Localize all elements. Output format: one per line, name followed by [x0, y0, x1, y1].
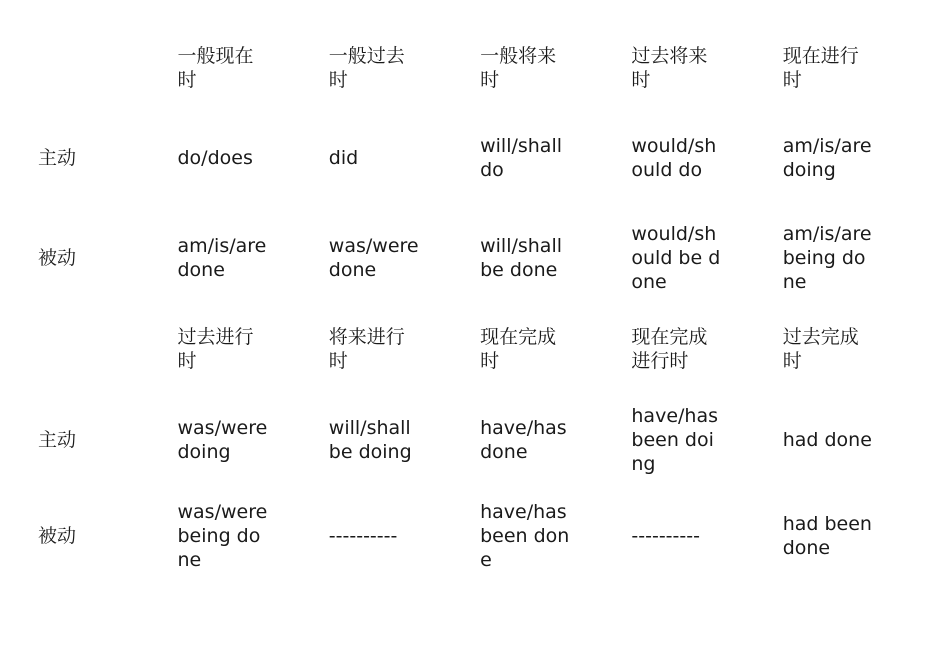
cell-text: ---------- [631, 524, 700, 547]
table-cell [323, 208, 474, 308]
table-cell [172, 389, 323, 490]
table-cell [172, 108, 323, 208]
row-label-passive: 被动 [38, 524, 77, 547]
cell-text: had done [782, 428, 872, 451]
header-text: 现在完成进行时 [631, 325, 708, 372]
table-cell [625, 108, 776, 208]
table-cell [474, 208, 625, 308]
header-cell [777, 308, 928, 389]
cell-text: was/were done [328, 235, 419, 281]
header-text: 将来进行时 [328, 325, 405, 372]
cell-text: have/has been done [480, 500, 570, 571]
header-cell [323, 308, 474, 389]
header-cell [474, 308, 625, 389]
header-row-1 [30, 28, 928, 108]
cell-text: am/is/are doing [782, 135, 872, 181]
active-row-2 [30, 389, 928, 490]
cell-text: do/does [177, 147, 253, 169]
header-cell [625, 308, 776, 389]
cell-text: will/shall be doing [328, 416, 412, 463]
row-label-active: 主动 [38, 147, 77, 169]
header-cell [777, 28, 928, 108]
header-text: 一般过去时 [328, 45, 405, 91]
cell-text: will/shall be done [480, 235, 563, 281]
table-cell [474, 389, 625, 490]
passive-row-1 [30, 208, 928, 308]
table-cell [777, 389, 928, 490]
cell-text: was/were doing [177, 416, 268, 463]
table-cell [323, 389, 474, 490]
header-text: 现在完成时 [480, 325, 557, 372]
header-text: 过去将来时 [631, 45, 708, 91]
corner-cell [30, 28, 172, 108]
header-text: 一般将来时 [480, 45, 557, 91]
header-cell [625, 28, 776, 108]
cell-text: was/were being done [177, 500, 268, 571]
header-cell [474, 28, 625, 108]
table-cell [323, 108, 474, 208]
header-row-2 [30, 308, 928, 389]
table-cell [172, 490, 323, 581]
table-cell [172, 208, 323, 308]
header-text: 过去完成时 [782, 325, 859, 372]
active-row-1 [30, 108, 928, 208]
table-cell [777, 108, 928, 208]
table-cell [777, 208, 928, 308]
cell-text: have/has been doing [631, 404, 718, 475]
tense-table [30, 28, 928, 581]
row-label-active: 主动 [38, 428, 77, 451]
cell-text: ---------- [328, 524, 398, 547]
table-cell [323, 490, 474, 581]
header-cell [323, 28, 474, 108]
header-cell [172, 28, 323, 108]
cell-text: am/is/are being done [782, 223, 872, 293]
cell-text: have/has done [480, 416, 567, 463]
cell-text: would/should do [631, 135, 717, 181]
cell-text: did [328, 147, 359, 169]
header-text: 现在进行时 [782, 45, 859, 91]
corner-cell [30, 308, 172, 389]
header-text: 一般现在时 [177, 45, 254, 91]
cell-text: will/shall do [480, 135, 563, 181]
cell-text: had been done [782, 512, 872, 559]
cell-text: would/should be done [631, 223, 721, 293]
header-cell [172, 308, 323, 389]
passive-row-2 [30, 490, 928, 581]
table-cell [625, 208, 776, 308]
table-cell [474, 490, 625, 581]
table-cell [625, 389, 776, 490]
cell-text: am/is/are done [177, 235, 267, 281]
row-label-passive: 被动 [38, 247, 77, 269]
table-cell [625, 490, 776, 581]
table-cell [777, 490, 928, 581]
table-cell [474, 108, 625, 208]
header-text: 过去进行时 [177, 325, 254, 372]
